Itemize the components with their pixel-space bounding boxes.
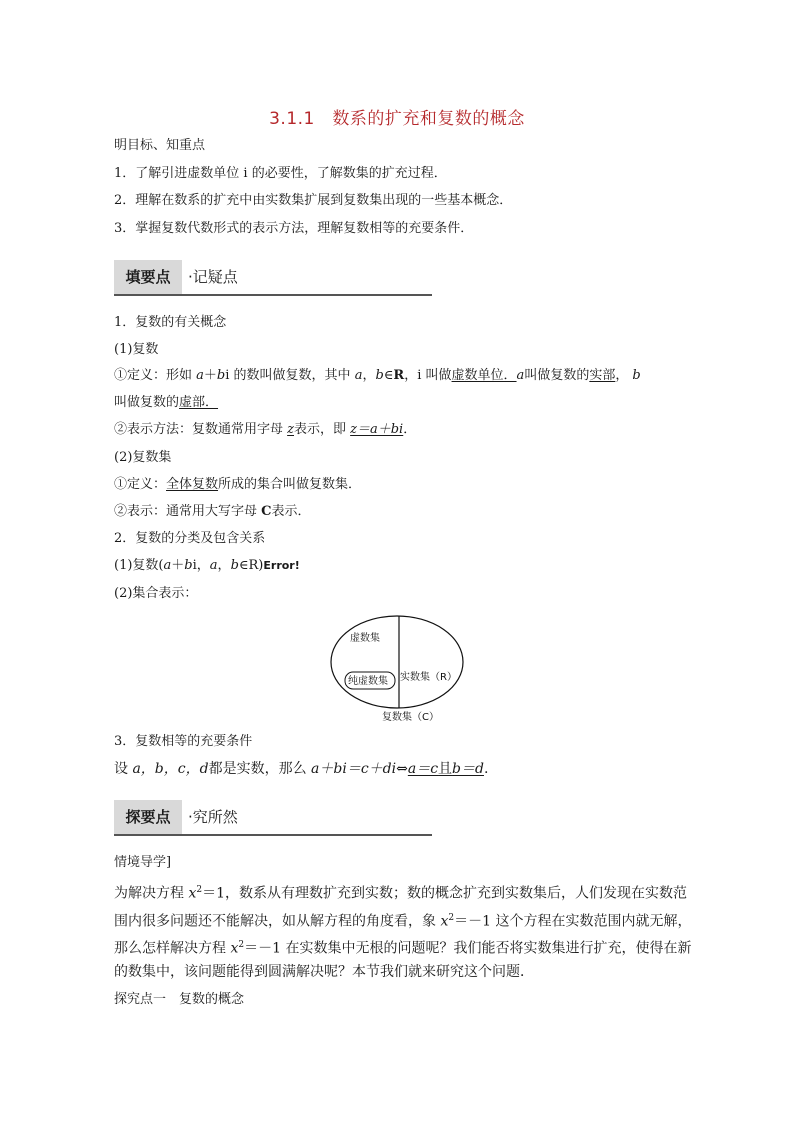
- section-label-box: 探要点: [114, 800, 182, 834]
- blank-imaginary-part: 虚部．: [179, 395, 219, 410]
- explore-point-1: 探究点一 复数的概念: [114, 992, 245, 1007]
- definition-line: ①定义：形如 a＋bi 的数叫做复数，其中 a，b∈R，i 叫做虚数单位．a叫做复数的实部， b: [114, 368, 641, 383]
- section-header-fill-points: [114, 260, 432, 296]
- situation-paragraph-1: 为解决方程 $x^2=1$，数系从有理数扩充到实数；数的概念扩充到实数集后，人们发现在实数范: [114, 885, 687, 902]
- complex-set-label: 复数集（C）: [382, 712, 439, 723]
- section-header-explore: [114, 800, 432, 836]
- notation-line: ②表示方法：复数通常用字母 z表示，即 z＝a＋bi．: [114, 422, 417, 437]
- pure-imaginary-label: 纯虚数集: [348, 676, 388, 687]
- section-subtitle: ·记疑点: [188, 268, 238, 286]
- set-representation-label: (2)集合表示：: [114, 586, 198, 601]
- objective-1: 1．了解引进虚数单位 i 的必要性，了解数集的扩充过程．: [114, 166, 447, 181]
- situation-heading: 情境导学]: [114, 855, 172, 870]
- real-set-label: 实数集（R）: [400, 672, 457, 683]
- situation-paragraph-4: 的数集中，该问题能得到圆满解决呢？本节我们就来研究这个问题．: [114, 964, 534, 980]
- situation-paragraph-3: 那么怎样解决方程 $x^2=-1$ 在实数集中无根的问题呢？我们能否将实数集进行扩充，使得在新: [114, 940, 692, 957]
- blank-algebraic-form: z＝a＋bi: [350, 422, 404, 437]
- page-title: 3.1.1 数系的扩充和复数的概念: [269, 109, 525, 129]
- situation-paragraph-2: 围内很多问题还不能解决，如从解方程的角度看，象 $x^2=-1$ 这个方程在实数范围内就无解，: [114, 913, 692, 930]
- complex-number-heading: (1)复数: [114, 342, 159, 357]
- blank-imag-equal: b＝d: [452, 761, 484, 777]
- objective-2: 2．理解在数系的扩充中由实数集扩展到复数集出现的一些基本概念．: [114, 193, 513, 208]
- equality-heading: 3．复数相等的充要条件: [114, 734, 253, 749]
- equality-line: 设 a，b，c，d都是实数，那么 a＋bi＝c＋di⇔a＝c且b＝d.: [114, 761, 489, 777]
- definition-line-2: 叫做复数的虚部．: [114, 395, 219, 410]
- complex-set-definition: ①定义：全体复数所成的集合叫做复数集．: [114, 477, 362, 492]
- blank-real-part: 实部: [589, 368, 616, 383]
- complex-set-heading: (2)复数集: [114, 450, 172, 465]
- blank-imaginary-unit: 虚数单位．: [451, 368, 517, 383]
- complex-set-notation: ②表示：通常用大写字母 C表示．: [114, 504, 311, 519]
- blank-real-equal: a＝c: [407, 761, 439, 777]
- concept-heading: 1．复数的有关概念: [114, 315, 227, 330]
- objective-3: 3．掌握复数代数形式的表示方法，理解复数相等的充要条件．: [114, 221, 474, 236]
- imaginary-set-label: 虚数集: [350, 633, 380, 644]
- objectives-heading: 明目标、知重点: [114, 138, 206, 153]
- blank-all-complex: 全体复数: [166, 477, 219, 492]
- complex-set-ellipse: [331, 616, 463, 708]
- classification-line: (1)复数(a＋bi，a，b∈R)Error!: [114, 558, 300, 573]
- classification-heading: 2．复数的分类及包含关系: [114, 531, 266, 546]
- section-subtitle: ·究所然: [188, 808, 238, 826]
- complex-set-diagram: [330, 612, 465, 724]
- section-label-box: 填要点: [114, 260, 182, 294]
